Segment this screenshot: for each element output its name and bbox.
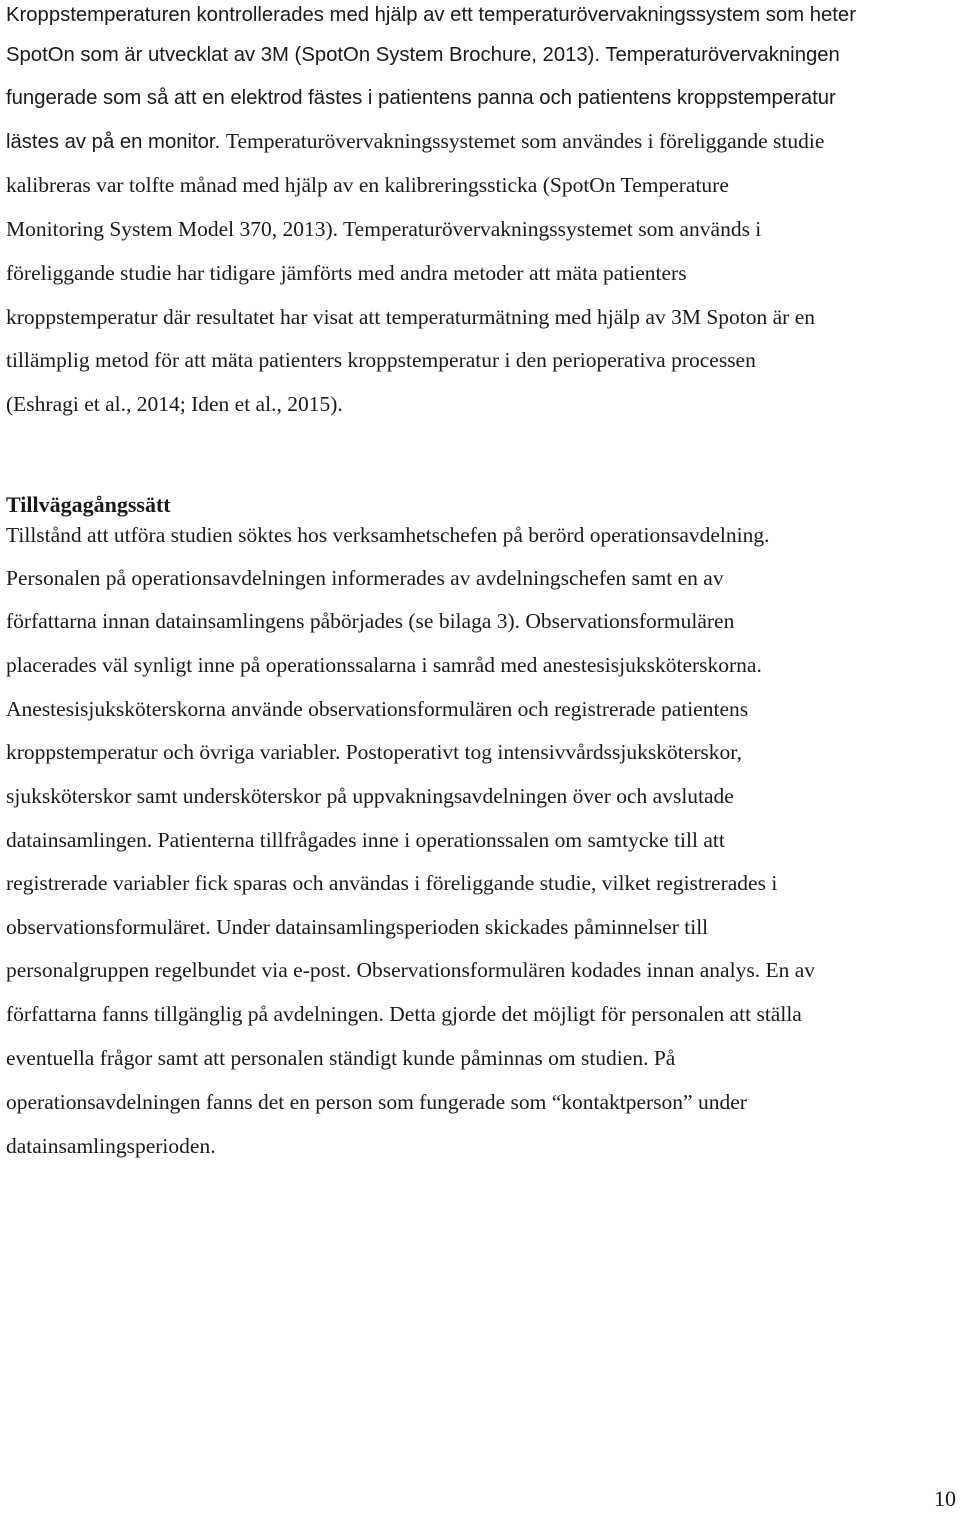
paragraph-line: kalibreras var tolfte månad med hjälp av en kalibreringssticka (SpotOn Temperature xyxy=(6,173,729,197)
section-line: placerades väl synligt inne på operationssalarna i samråd med anestesisjuksköterskorna. xyxy=(6,653,762,677)
section-line: kroppstemperatur och övriga variabler. Postoperativt tog intensivvårdssjuksköterskor, xyxy=(6,740,742,764)
paragraph-line: Kroppstemperaturen kontrollerades med hjälp av ett temperaturövervakningssystem som heter xyxy=(6,4,856,26)
section-line: registrerade variabler fick sparas och användas i föreliggande studie, vilket registrerades i xyxy=(6,871,778,895)
section-line: Personalen på operationsavdelningen informerades av avdelningschefen samt en av xyxy=(6,566,724,590)
section-line: sjuksköterskor samt undersköterskor på uppvakningsavdelningen över och avslutade xyxy=(6,784,734,808)
section-line: eventuella frågor samt att personalen ständigt kunde påminnas om studien. På xyxy=(6,1046,676,1070)
section-line: Anestesisjuksköterskorna använde observationsformulären och registrerade patientens xyxy=(6,697,749,721)
paragraph-line: (Eshragi et al., 2014; Iden et al., 2015). xyxy=(6,392,343,416)
section-heading: Tillvägagångssätt xyxy=(6,492,171,517)
section-line: operationsavdelningen fanns det en person som fungerade som “kontaktperson” under xyxy=(6,1090,747,1114)
section-line: datainsamlingsperioden. xyxy=(6,1134,216,1158)
section-line: observationsformuläret. Under datainsamlingsperioden skickades påminnelser till xyxy=(6,915,709,939)
paragraph-line: SpotOn som är utvecklat av 3M (SpotOn System Brochure, 2013). Temperaturövervakningen xyxy=(6,44,840,66)
section-line: författarna innan datainsamlingens påbörjades (se bilaga 3). Observationsformulären xyxy=(6,609,735,633)
paragraph-line: kroppstemperatur där resultatet har visat att temperaturmätning med hjälp av 3M Spoton är en xyxy=(6,305,815,329)
paragraph-line-part: Temperaturövervakningssystemet som användes i föreliggande studie xyxy=(225,129,825,153)
section-line: datainsamlingen. Patienterna tillfrågades inne i operationssalen om samtycke till att xyxy=(6,828,725,852)
section-line: författarna fanns tillgänglig på avdelningen. Detta gjorde det möjligt för personalen att ställa xyxy=(6,1002,802,1026)
paragraph-line-part: lästes av på en monitor. xyxy=(6,131,226,153)
page-number: 10 xyxy=(934,1486,956,1511)
paragraph-line: tillämplig metod för att mäta patienters kroppstemperatur i den perioperativa processen xyxy=(6,348,756,372)
paragraph-line: fungerade som så att en elektrod fästes i patientens panna och patientens kroppstemperatur xyxy=(6,87,836,109)
section-line: personalgruppen regelbundet via e-post. Observationsformulären kodades innan analys. En av xyxy=(6,958,815,982)
section-line: Tillstånd att utföra studien söktes hos verksamhetschefen på berörd operationsavdelning. xyxy=(6,523,770,547)
paragraph-line: föreliggande studie har tidigare jämförts med andra metoder att mäta patienters xyxy=(6,261,687,285)
paragraph-line-mixed xyxy=(6,126,824,157)
paragraph-line: Monitoring System Model 370, 2013). Temperaturövervakningssystemet som används i xyxy=(6,217,762,241)
